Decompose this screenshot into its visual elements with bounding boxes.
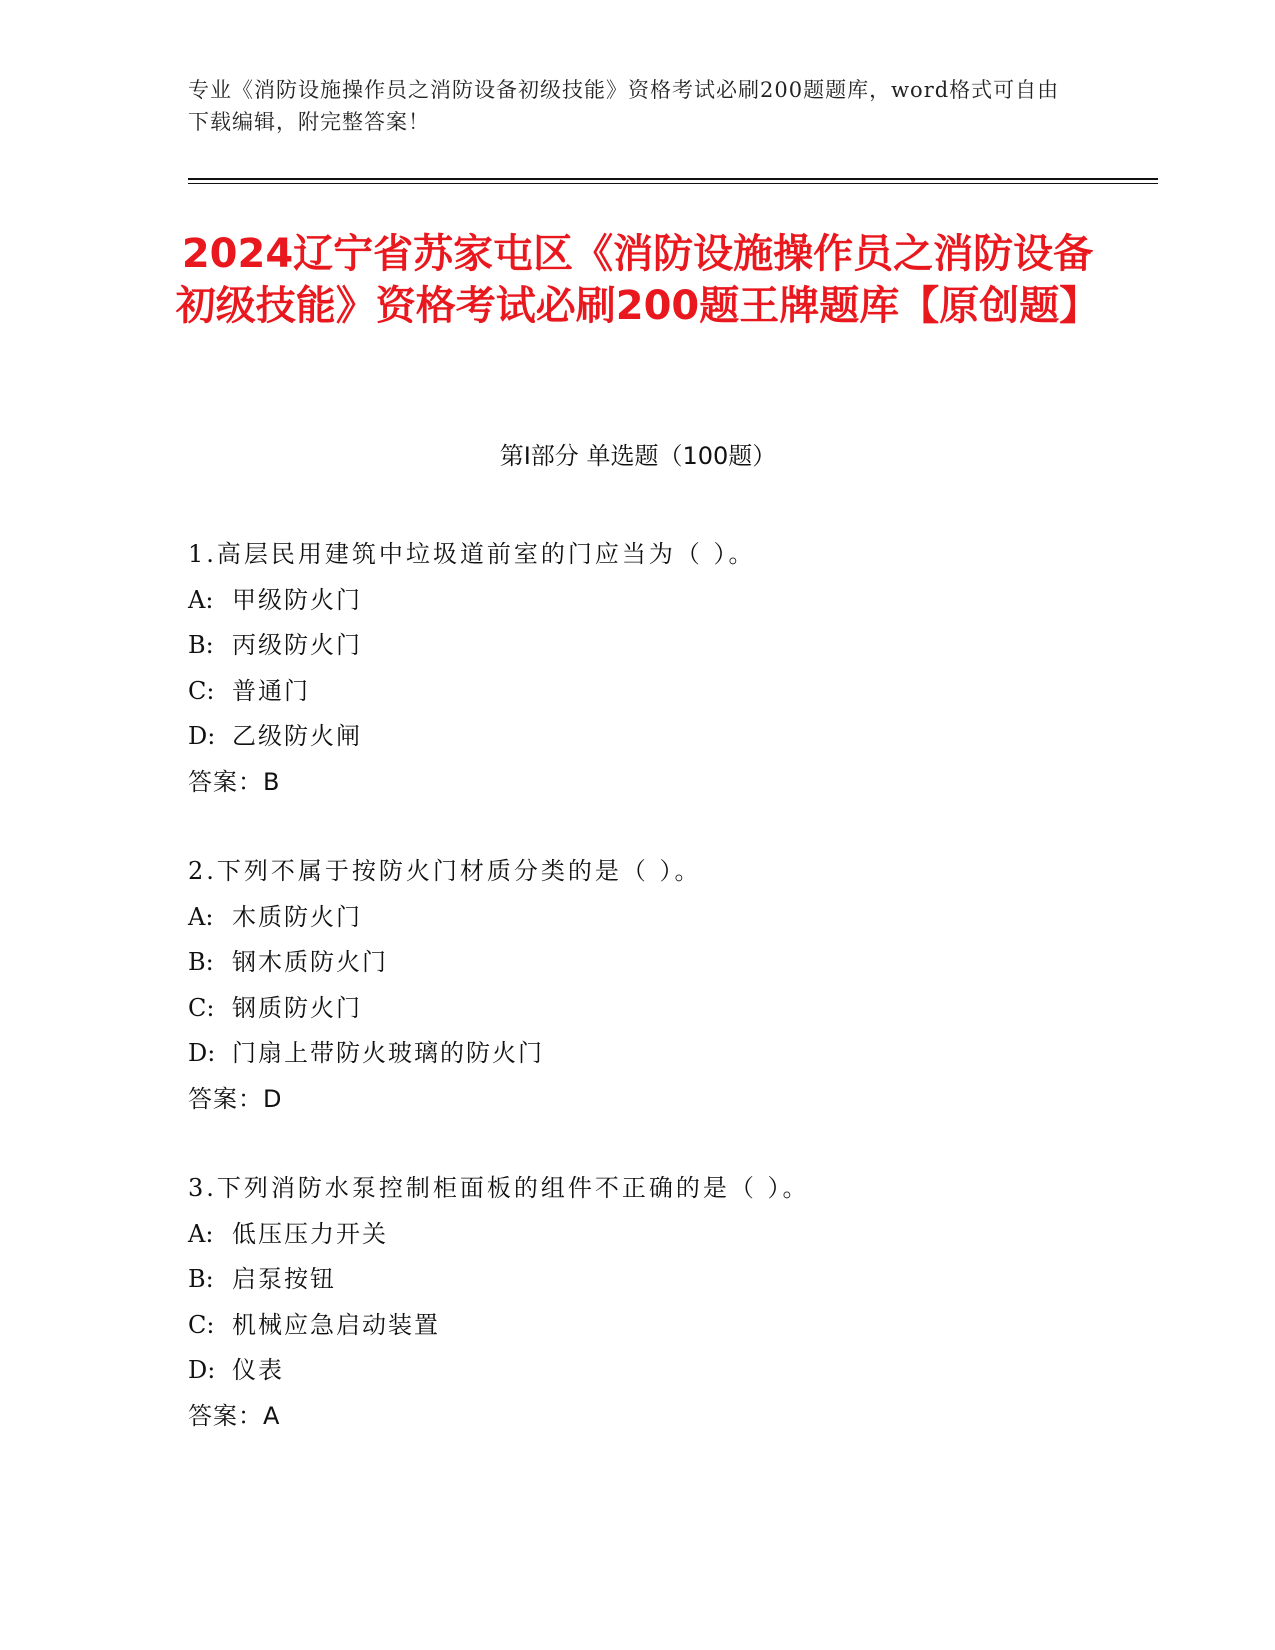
option-text: 甲级防火门 bbox=[232, 585, 362, 614]
answer-line: 答案：B bbox=[188, 767, 281, 796]
option-d bbox=[188, 1348, 1088, 1394]
section-title: 第Ⅰ部分 单选题（100题） bbox=[499, 442, 777, 470]
option-letter: B: bbox=[188, 631, 214, 659]
option-letter: C: bbox=[188, 1310, 215, 1339]
document-title: 2024辽宁省苏家屯区《消防设施操作员之消防设备初级技能》资格考试必刷200题王牌题库【原创题】 bbox=[175, 231, 1100, 329]
option-b bbox=[188, 940, 1088, 986]
answer-line: 答案：D bbox=[188, 1084, 283, 1113]
option-c bbox=[188, 986, 1088, 1032]
option-text: 木质防火门 bbox=[232, 902, 362, 931]
option-text: 钢木质防火门 bbox=[232, 948, 388, 976]
option-text: 机械应急启动装置 bbox=[232, 1310, 440, 1339]
option-text: 丙级防火门 bbox=[232, 631, 362, 659]
option-text: 仪表 bbox=[232, 1356, 284, 1384]
option-text: 低压压力开关 bbox=[232, 1219, 388, 1248]
question-stem: 2.下列不属于按防火门材质分类的是（ ）。 bbox=[188, 857, 702, 885]
option-b bbox=[188, 1257, 1088, 1303]
option-d bbox=[188, 714, 1088, 760]
option-text: 门扇上带防火玻璃的防火门 bbox=[232, 1039, 544, 1067]
option-b bbox=[188, 623, 1088, 669]
option-text: 钢质防火门 bbox=[232, 993, 362, 1022]
option-letter: A: bbox=[188, 585, 214, 614]
option-letter: B: bbox=[188, 1265, 214, 1293]
option-letter: B: bbox=[188, 948, 214, 976]
question-2 bbox=[188, 849, 1088, 1122]
option-letter: C: bbox=[188, 993, 215, 1022]
option-a bbox=[188, 578, 1088, 624]
question-stem: 1.高层民用建筑中垃圾道前室的门应当为（ ）。 bbox=[188, 540, 756, 568]
option-c bbox=[188, 1303, 1088, 1349]
question-3 bbox=[188, 1166, 1088, 1439]
question-stem: 3.下列消防水泵控制柜面板的组件不正确的是（ ）。 bbox=[188, 1174, 810, 1202]
option-d bbox=[188, 1031, 1088, 1077]
option-text: 启泵按钮 bbox=[232, 1265, 336, 1293]
option-letter: D: bbox=[188, 1356, 216, 1384]
option-a bbox=[188, 895, 1088, 941]
header-note: 专业《消防设施操作员之消防设备初级技能》资格考试必刷200题题库，word格式可自由下载编辑，附完整答案！ bbox=[188, 78, 1060, 134]
option-text: 普通门 bbox=[232, 676, 310, 705]
question-list bbox=[188, 532, 1088, 1483]
header-rule-thin bbox=[188, 183, 1158, 184]
answer-line: 答案：A bbox=[188, 1401, 281, 1430]
option-letter: D: bbox=[188, 722, 216, 750]
header-rule-thick bbox=[188, 178, 1158, 180]
option-letter: A: bbox=[188, 1219, 214, 1248]
option-c bbox=[188, 669, 1088, 715]
option-text: 乙级防火闸 bbox=[232, 722, 362, 750]
option-a bbox=[188, 1212, 1088, 1258]
option-letter: D: bbox=[188, 1039, 216, 1067]
question-1 bbox=[188, 532, 1088, 805]
option-letter: C: bbox=[188, 676, 215, 705]
option-letter: A: bbox=[188, 902, 214, 931]
